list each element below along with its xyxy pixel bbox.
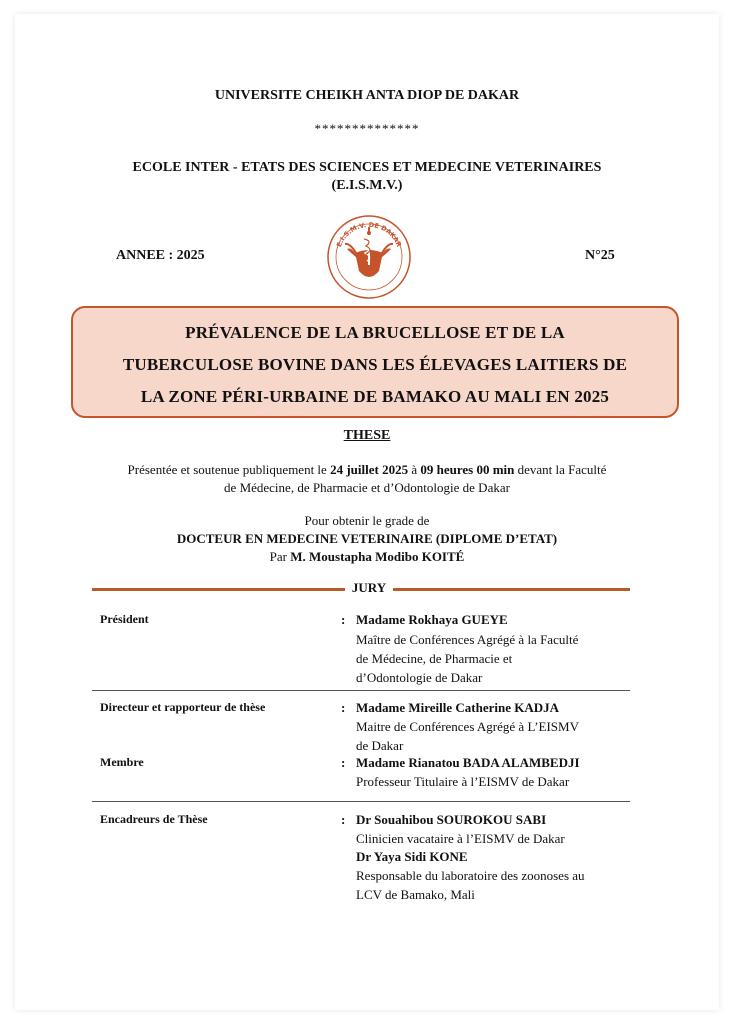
colon: : bbox=[341, 612, 346, 627]
title-line-2: TUBERCULOSE BOVINE DANS LES ÉLEVAGES LAITIERS DE bbox=[122, 355, 628, 374]
president-name: Madame Rokhaya GUEYE bbox=[356, 612, 508, 627]
degree-statement bbox=[0, 512, 734, 566]
logo-arc-text: E.I.S.M.V. DE DAKAR bbox=[334, 220, 404, 249]
separator-stars: ************** bbox=[314, 121, 420, 136]
supervisor2-desc-line1: Responsable du laboratoire des zoonoses au bbox=[356, 868, 585, 883]
supervisor2-name: Dr Yaya Sidi KONE bbox=[356, 849, 468, 864]
defense-date: 24 juillet 2025 bbox=[330, 462, 409, 477]
degree-title: DOCTEUR EN MEDECINE VETERINAIRE (DIPLOME D’ETAT) bbox=[176, 531, 558, 546]
school-acronym: (E.I.S.M.V.) bbox=[331, 178, 403, 193]
member-name: Madame Rianatou BADA ALAMBEDJI bbox=[356, 755, 580, 770]
president-description bbox=[356, 630, 656, 687]
director-desc-line2: de Dakar bbox=[356, 738, 404, 753]
colon: : bbox=[341, 755, 346, 770]
role-director: Directeur et rapporteur de thèse bbox=[100, 700, 266, 714]
defense-statement bbox=[0, 461, 734, 497]
thesis-number: N°25 bbox=[585, 248, 615, 263]
defense-line-1 bbox=[0, 461, 734, 479]
colon: : bbox=[341, 700, 346, 715]
grade-intro: Pour obtenir le grade de bbox=[304, 513, 430, 528]
defense-suffix: devant la Faculté bbox=[514, 462, 607, 477]
defense-prefix: Présentée et soutenue publiquement le bbox=[127, 462, 331, 477]
director-name: Madame Mireille Catherine KADJA bbox=[356, 700, 560, 715]
title-line-3: LA ZONE PÉRI-URBAINE DE BAMAKO AU MALI EN 2025 bbox=[140, 387, 610, 406]
section-divider bbox=[92, 690, 630, 691]
defense-time: 09 heures 00 min bbox=[420, 462, 515, 477]
university-name: UNIVERSITE CHEIKH ANTA DIOP DE DAKAR bbox=[214, 88, 520, 103]
section-divider bbox=[92, 801, 630, 802]
school-name bbox=[0, 159, 734, 195]
supervisor1-name: Dr Souahibou SOUROKOU SABI bbox=[356, 812, 547, 827]
school-name-line1: ECOLE INTER - ETATS DES SCIENCES ET MEDECINE VETERINAIRES bbox=[132, 160, 602, 175]
supervisor1-description: Clinicien vacataire à l’EISMV de Dakar bbox=[356, 831, 565, 846]
president-desc-line2: de Médecine, de Pharmacie et bbox=[356, 651, 513, 666]
director-desc-line1: Maitre de Conférences Agrégé à L’EISMV bbox=[356, 719, 579, 734]
jury-heading: JURY bbox=[345, 580, 393, 596]
cow-head-caduceus-emblem-icon bbox=[325, 213, 413, 301]
title-line-1: PRÉVALENCE DE LA BRUCELLOSE ET DE LA bbox=[185, 323, 565, 342]
member-description: Professeur Titulaire à l’EISMV de Dakar bbox=[356, 774, 570, 789]
these-label: THESE bbox=[343, 428, 391, 443]
colon: : bbox=[341, 812, 346, 827]
president-desc-line3: d’Odontologie de Dakar bbox=[356, 670, 483, 685]
eismv-logo bbox=[325, 213, 413, 301]
role-president: Président bbox=[100, 612, 149, 626]
author-name: M. Moustapha Modibo KOITÉ bbox=[290, 549, 465, 564]
director-description bbox=[356, 717, 656, 755]
author-prefix: Par bbox=[269, 549, 291, 564]
academic-year: ANNEE : 2025 bbox=[116, 248, 205, 263]
supervisor2-desc-line2: LCV de Bamako, Mali bbox=[356, 887, 475, 902]
president-desc-line1: Maître de Conférences Agrégé à la Faculté bbox=[356, 632, 579, 647]
author-line bbox=[0, 548, 734, 566]
supervisor2-description bbox=[356, 866, 656, 904]
role-member: Membre bbox=[100, 755, 144, 769]
defense-line-2: de Médecine, de Pharmacie et d’Odontologie de Dakar bbox=[224, 480, 510, 495]
role-supervisors: Encadreurs de Thèse bbox=[100, 812, 208, 826]
defense-at: à bbox=[408, 462, 421, 477]
thesis-title-box bbox=[71, 306, 679, 418]
